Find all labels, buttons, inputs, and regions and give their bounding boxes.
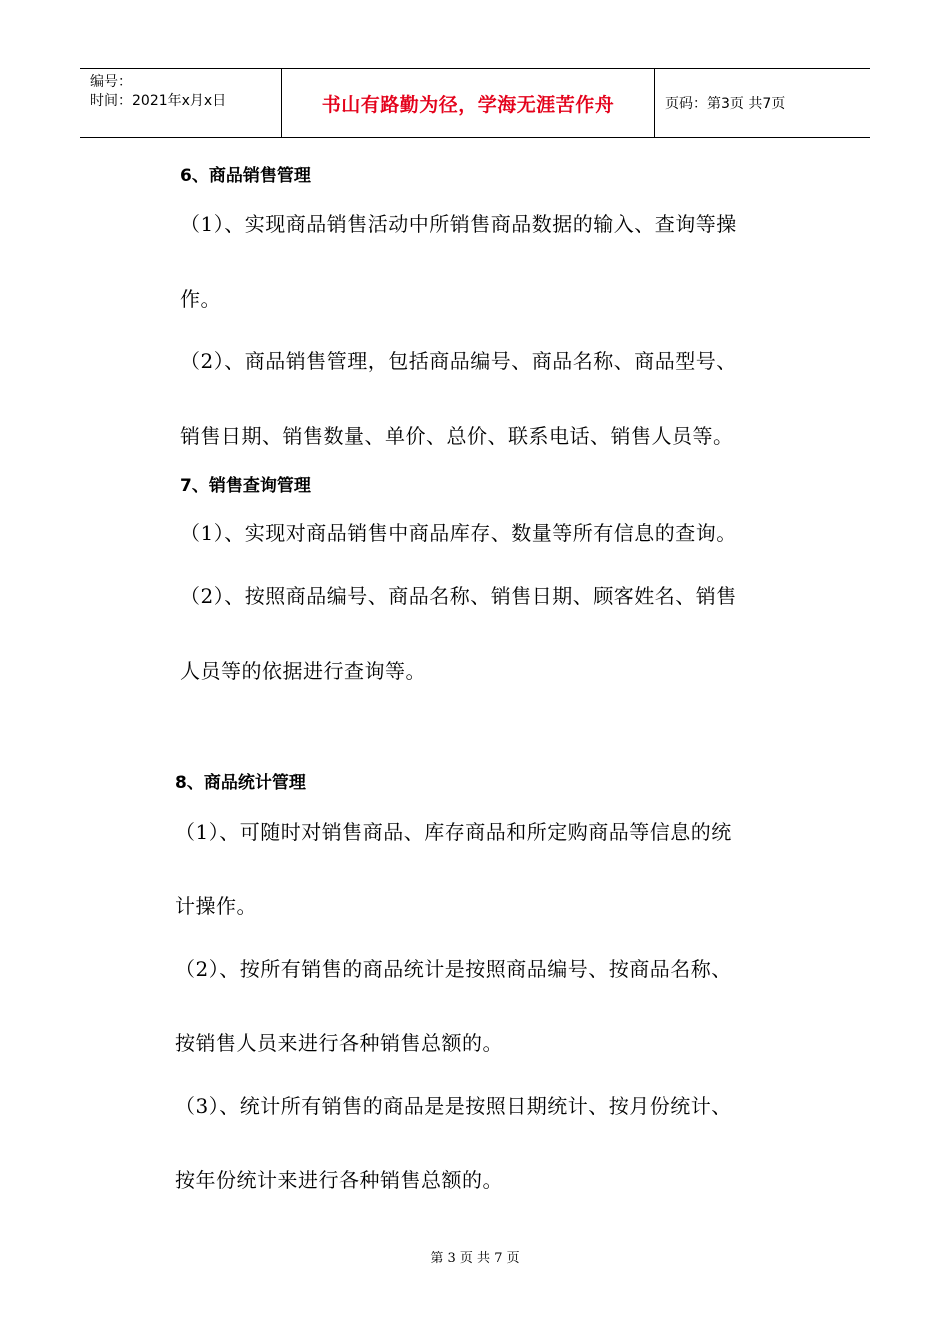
paragraph-line: （1）、实现商品销售活动中所销售商品数据的输入、查询等操 (180, 212, 737, 236)
paragraph-line: 按销售人员来进行各种销售总额的。 (175, 1031, 503, 1055)
paragraph-line: （2）、商品销售管理，包括商品编号、商品名称、商品型号、 (180, 349, 737, 373)
header-meta (80, 69, 282, 137)
document-number: 编号： (90, 74, 132, 90)
paragraph-line: （2）、按照商品编号、商品名称、销售日期、顾客姓名、销售 (180, 584, 737, 608)
section-heading: 7、销售查询管理 (180, 476, 311, 496)
paragraph-line: （1）、实现对商品销售中商品库存、数量等所有信息的查询。 (180, 521, 737, 545)
paragraph-line: 销售日期、销售数量、单价、总价、联系电话、销售人员等。 (180, 424, 734, 448)
section-heading: 8、商品统计管理 (175, 773, 306, 793)
paragraph-line: 作。 (180, 287, 221, 311)
page-header (80, 68, 870, 138)
document-date: 时间：2021年x月x日 (90, 93, 227, 109)
header-motto: 书山有路勤为径，学海无涯苦作舟 (321, 93, 615, 116)
paragraph-line: （1）、可随时对销售商品、库存商品和所定购商品等信息的统 (175, 820, 732, 844)
section-heading: 6、商品销售管理 (180, 166, 311, 186)
header-page-info: 页码：第3页 共7页 (665, 96, 786, 112)
paragraph-line: 按年份统计来进行各种销售总额的。 (175, 1168, 503, 1192)
paragraph-line: （2）、按所有销售的商品统计是按照商品编号、按商品名称、 (175, 957, 732, 981)
paragraph-line: （3）、统计所有销售的商品是是按照日期统计、按月份统计、 (175, 1094, 732, 1118)
paragraph-line: 计操作。 (175, 894, 257, 918)
header-motto-cell (282, 69, 655, 137)
page-footer: 第 3 页 共 7 页 (430, 1251, 520, 1266)
paragraph-line: 人员等的依据进行查询等。 (180, 659, 426, 683)
